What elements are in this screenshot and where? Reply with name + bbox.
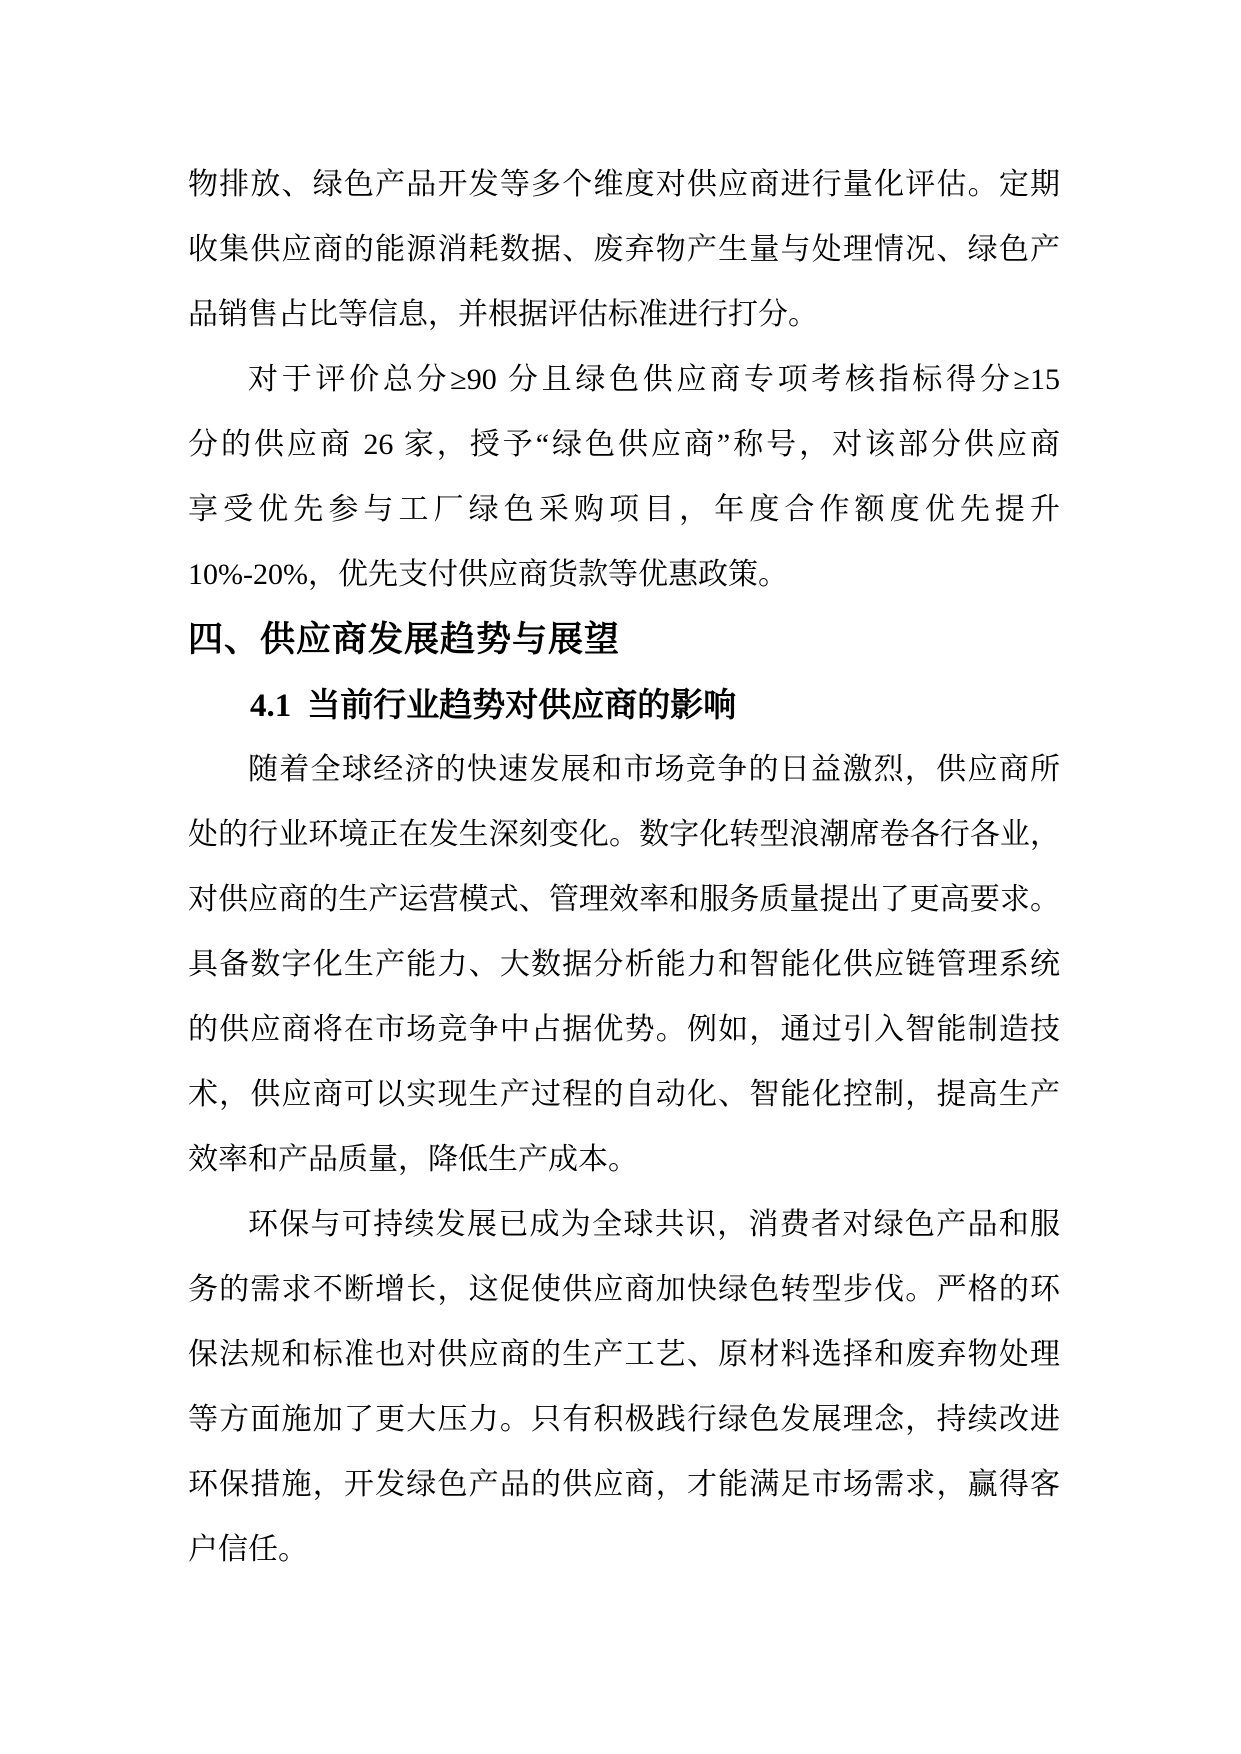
text-line: 务的需求不断增长，这促使供应商加快绿色转型步伐。严格的环 — [188, 1273, 1060, 1306]
text-line: 对于评价总分≥90 分且绿色供应商专项考核指标得分≥15 — [248, 363, 1060, 396]
text-line: 随着全球经济的快速发展和市场竞争的日益激烈，供应商所 — [248, 753, 1060, 786]
text-line: 对供应商的生产运营模式、管理效率和服务质量提出了更高要求。 — [188, 883, 1060, 916]
section-heading: 四、供应商发展趋势与展望 — [188, 620, 621, 659]
text-line: 户信任。 — [188, 1533, 308, 1566]
paragraph — [188, 152, 1060, 347]
text-line: 效率和产品质量，降低生产成本。 — [188, 1143, 638, 1176]
paragraph — [188, 1192, 1060, 1582]
paragraph — [188, 347, 1060, 607]
text-line: 享受优先参与工厂绿色采购项目，年度合作额度优先提升 — [188, 493, 1060, 526]
text-line: 等方面施加了更大压力。只有积极践行绿色发展理念，持续改进 — [188, 1403, 1060, 1436]
text-line: 保法规和标准也对供应商的生产工艺、原材料选择和废弃物处理 — [188, 1338, 1060, 1371]
subsection-heading — [188, 672, 1060, 737]
text-line: 环保措施，开发绿色产品的供应商，才能满足市场需求，赢得客 — [188, 1468, 1060, 1501]
paragraph — [188, 737, 1060, 1192]
text-line: 收集供应商的能源消耗数据、废弃物产生量与处理情况、绿色产 — [188, 233, 1060, 266]
text-line: 分的供应商 26 家，授予“绿色供应商”称号，对该部分供应商 — [188, 428, 1060, 461]
document-content — [188, 152, 1060, 1582]
text-line: 物排放、绿色产品开发等多个维度对供应商进行量化评估。定期 — [188, 168, 1060, 201]
subsection-title: 当前行业趋势对供应商的影响 — [307, 686, 737, 723]
text-line: 处的行业环境正在发生深刻变化。数字化转型浪潮席卷各行各业， — [188, 818, 1060, 851]
subsection-number: 4.1 — [250, 688, 292, 724]
text-line: 环保与可持续发展已成为全球共识，消费者对绿色产品和服 — [248, 1208, 1060, 1241]
text-line: 的供应商将在市场竞争中占据优势。例如，通过引入智能制造技 — [188, 1013, 1060, 1046]
text-line: 具备数字化生产能力、大数据分析能力和智能化供应链管理系统 — [188, 948, 1060, 981]
text-line: 10%-20%，优先支付供应商货款等优惠政策。 — [188, 558, 788, 591]
text-line: 品销售占比等信息，并根据评估标准进行打分。 — [188, 298, 818, 331]
text-line: 术，供应商可以实现生产过程的自动化、智能化控制，提高生产 — [188, 1078, 1060, 1111]
